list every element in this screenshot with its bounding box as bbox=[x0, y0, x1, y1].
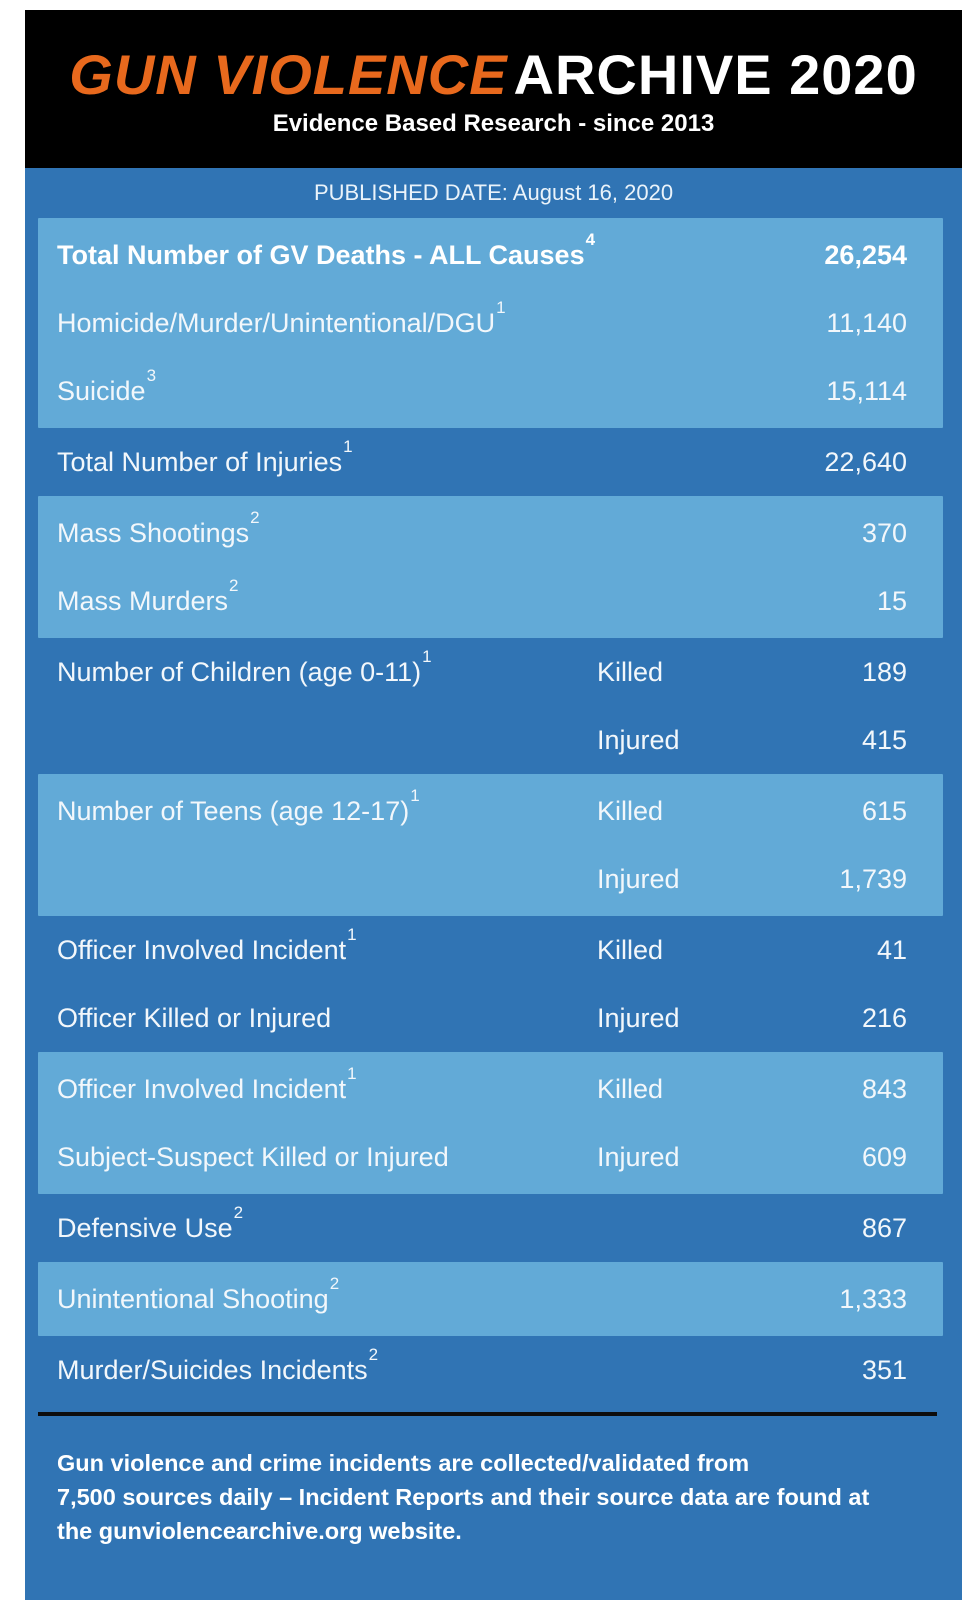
row-value: 609 bbox=[861, 1141, 907, 1172]
row-label: Unintentional Shooting$^2$ bbox=[57, 1273, 340, 1314]
table-section bbox=[38, 218, 943, 428]
row-label: Subject-Suspect Killed or Injured bbox=[57, 1141, 449, 1172]
row-label: Suicide$^3$ bbox=[57, 365, 157, 406]
page-subtitle: Evidence Based Research - since 2013 bbox=[272, 110, 715, 138]
stats-table bbox=[25, 218, 962, 1404]
table-section bbox=[25, 916, 962, 1052]
row-value: 351 bbox=[861, 1354, 907, 1385]
row-category-label: Killed bbox=[597, 934, 664, 965]
table-row bbox=[38, 567, 943, 635]
row-value: 415 bbox=[861, 724, 907, 755]
row-value: 189 bbox=[861, 656, 907, 687]
table-row bbox=[25, 1194, 962, 1262]
table-section bbox=[38, 774, 943, 916]
row-value: 615 bbox=[861, 795, 907, 826]
table-section bbox=[25, 1194, 962, 1262]
table-row bbox=[38, 1055, 943, 1123]
row-category-label: Injured bbox=[597, 1002, 680, 1033]
row-label: Officer Involved Incident$^1$ bbox=[57, 924, 357, 965]
table-section bbox=[38, 496, 943, 638]
table-row bbox=[25, 916, 962, 984]
page-title-accent: GUN VIOLENCE bbox=[69, 42, 508, 106]
row-value: 15,114 bbox=[826, 375, 907, 406]
table-row bbox=[38, 845, 943, 913]
table-row bbox=[38, 1265, 943, 1333]
row-value: 1,333 bbox=[839, 1283, 907, 1314]
row-label: Total Number of Injuries$^1$ bbox=[57, 436, 353, 477]
row-label: Number of Children (age 0-11)$^1$ bbox=[57, 646, 432, 687]
row-category-label: Injured bbox=[597, 1141, 680, 1172]
table-row bbox=[25, 1336, 962, 1404]
header-banner bbox=[25, 10, 962, 168]
published-date: PUBLISHED DATE: August 16, 2020 bbox=[313, 180, 674, 205]
table-row bbox=[25, 984, 962, 1052]
table-row bbox=[25, 706, 962, 774]
row-category-label: Killed bbox=[597, 795, 664, 826]
table-row bbox=[38, 777, 943, 845]
row-label: Officer Involved Incident$^1$ bbox=[57, 1063, 357, 1104]
row-value: 1,739 bbox=[839, 863, 907, 894]
table-section bbox=[38, 1052, 943, 1194]
footer-note bbox=[25, 1416, 962, 1548]
row-label: Homicide/Murder/Unintentional/DGU$^1$ bbox=[57, 297, 506, 338]
infographic-frame bbox=[25, 10, 962, 1600]
row-value: 22,640 bbox=[824, 446, 907, 477]
row-value: 216 bbox=[861, 1002, 907, 1033]
table-row bbox=[38, 1123, 943, 1191]
row-value: 11,140 bbox=[826, 307, 907, 338]
page-title-rest: ARCHIVE 2020 bbox=[513, 42, 918, 106]
row-value: 370 bbox=[861, 517, 907, 548]
row-value: 843 bbox=[861, 1073, 907, 1104]
footer-line: 7,500 sources daily – Incident Reports and their source data are found at bbox=[57, 1484, 870, 1510]
table-row bbox=[25, 428, 962, 496]
row-category-label: Killed bbox=[597, 656, 664, 687]
row-value: 26,254 bbox=[824, 239, 907, 270]
table-section bbox=[25, 638, 962, 774]
row-label: Defensive Use$^2$ bbox=[57, 1202, 244, 1243]
page-title bbox=[69, 42, 918, 106]
row-label: Number of Teens (age 12-17)$^1$ bbox=[57, 785, 420, 826]
row-category-label: Killed bbox=[597, 1073, 664, 1104]
row-label: Murder/Suicides Incidents$^2$ bbox=[57, 1344, 379, 1385]
row-category-label: Injured bbox=[597, 724, 680, 755]
table-row bbox=[25, 638, 962, 706]
table-section bbox=[25, 1336, 962, 1404]
stats-body bbox=[25, 168, 962, 1600]
footer-line: the gunviolencearchive.org website. bbox=[57, 1518, 462, 1544]
table-section bbox=[38, 1262, 943, 1336]
table-row bbox=[38, 357, 943, 425]
table-row bbox=[38, 289, 943, 357]
row-value: 867 bbox=[861, 1212, 907, 1243]
row-label: Mass Murders$^2$ bbox=[57, 575, 239, 616]
row-value: 41 bbox=[876, 934, 907, 965]
footer-line: Gun violence and crime incidents are collected/validated from bbox=[57, 1450, 750, 1476]
row-label: Officer Killed or Injured bbox=[57, 1002, 332, 1033]
table-row bbox=[38, 499, 943, 567]
row-category-label: Injured bbox=[597, 863, 680, 894]
row-label: Mass Shootings$^2$ bbox=[57, 507, 260, 548]
row-value: 15 bbox=[876, 585, 907, 616]
table-row bbox=[38, 221, 943, 289]
row-label: Total Number of GV Deaths - ALL Causes$^4$ bbox=[57, 229, 596, 270]
table-section bbox=[25, 428, 962, 496]
